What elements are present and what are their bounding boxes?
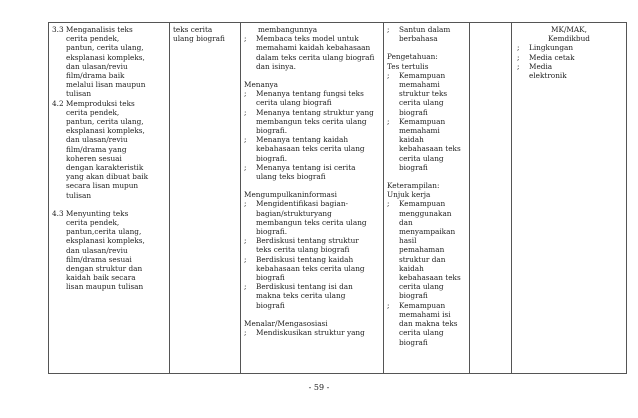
kd-title: 4.2 Memproduksi teks (52, 98, 135, 108)
bullet-text (256, 89, 380, 107)
text-line: teks cerita (173, 25, 213, 34)
bullet-text (529, 53, 623, 62)
text-line: biografi. (256, 227, 288, 237)
bullet-item (244, 34, 380, 71)
bullet-mark: ; (244, 34, 247, 44)
text-line: membangun teks cerita ulang (256, 217, 367, 227)
text-line: kebahasaan teks cerita ulang (256, 144, 365, 154)
bullet-text (399, 117, 466, 172)
bullet-item (244, 89, 380, 107)
text-line: biografi (256, 273, 285, 283)
text-line: menggunakan (399, 208, 452, 218)
spacer (52, 200, 166, 209)
bullet-item (387, 199, 466, 300)
text-line: ulang biografi (173, 34, 225, 44)
text-line: cerita ulang (399, 328, 444, 338)
bullet-item (244, 199, 380, 236)
text-line: Mendiskusikan struktur yang (256, 328, 365, 338)
bullet-mark: ; (517, 52, 520, 62)
text-line: bagian/strukturyang (256, 208, 332, 218)
bullet-text (529, 43, 623, 52)
text-line: hasil (399, 236, 417, 246)
spacer (244, 181, 380, 190)
text-line: yang akan dibuat baik (66, 172, 149, 182)
bullet-text (256, 255, 380, 283)
bullet-item (244, 108, 380, 136)
page-number: - 59 - (308, 383, 330, 392)
kompetensi-dasar-cell (49, 23, 170, 374)
bullet-mark: ; (387, 199, 390, 209)
text-line: kaidah (399, 263, 424, 273)
bullet-text (256, 199, 380, 236)
text-line: menyampaikan (399, 227, 456, 237)
kd-title: 3.3 Menganalisis teks (52, 25, 133, 34)
text-line: Membaca teks model untuk (256, 34, 359, 44)
syllabus-table (48, 22, 627, 374)
text-line: biografi (399, 107, 428, 117)
text-line: eksplanasi kompleks, (66, 52, 145, 62)
text-line: dan makna teks (399, 319, 458, 329)
text-line: tulisan (66, 89, 92, 99)
section-subtitle: Unjuk kerja (387, 190, 431, 200)
bullet-text (399, 25, 466, 43)
sumber-belajar-cell (512, 23, 627, 374)
text-line: struktur dan (399, 254, 446, 264)
text-line: elektronik (529, 71, 567, 81)
text-line: struktur teks (399, 89, 448, 99)
text-line: biografi. (256, 126, 288, 136)
text-line: dan ulasan/reviu (66, 245, 128, 255)
bullet-mark: ; (517, 61, 520, 71)
bullet-text (256, 108, 380, 136)
text-line: MK/MAK, (551, 25, 587, 34)
text-line: biografi (399, 162, 428, 172)
text-line: pantun, cerita ulang, (66, 43, 144, 53)
bullet-text (399, 301, 466, 347)
text-line: biografi (399, 337, 428, 347)
text-line: biografi. (256, 153, 288, 163)
bullet-text (399, 199, 466, 300)
text-line: Kemdikbud (548, 34, 590, 44)
text-line: dalam teks cerita ulang biografi (256, 52, 375, 62)
bullet-item (387, 25, 466, 43)
text-line: cerita ulang (399, 98, 444, 108)
text-line: memahami (399, 126, 440, 136)
text-line: cerita ulang biografi (256, 98, 332, 108)
alokasi-waktu-cell (470, 23, 512, 374)
text-line: Mengidentifikasi bagian- (256, 199, 349, 209)
text-line: biografi (399, 291, 428, 301)
text-line: dan ulasan/reviu (66, 61, 128, 71)
section-title: Menanya (244, 80, 279, 90)
text-line: kebahasaan teks (399, 144, 461, 154)
bullet-item (515, 62, 623, 80)
spacer (387, 43, 466, 52)
text-line: kebahasaan teks cerita ulang (256, 263, 365, 273)
bullet-text (256, 163, 380, 181)
text-line: secara lisan mupun (66, 181, 139, 191)
kd-title: 4.3 Menyunting teks (52, 208, 129, 218)
text-line: makna teks cerita ulang (256, 291, 346, 301)
text-line: Lingkungan (529, 43, 574, 53)
bullet-mark: ; (387, 70, 390, 80)
bullet-item (244, 328, 380, 337)
text-line: Media cetak (529, 52, 575, 62)
text-line: berbahasa (399, 34, 438, 44)
bullet-mark: ; (517, 43, 520, 53)
text-line: Berdiskusi tentang kaidah (256, 254, 354, 264)
penilaian-cell (384, 23, 470, 374)
text-line: membangun teks cerita ulang (256, 116, 367, 126)
text-line: kebahasaan teks (399, 273, 461, 283)
bullet-text (256, 236, 380, 254)
bullet-text (256, 328, 380, 337)
text-line: kaidah (399, 135, 424, 145)
text-line: memahami kaidah kebahasaan (256, 43, 371, 53)
text-line: dan isinya. (256, 61, 296, 71)
section-title: Mengumpulkaninformasi (244, 190, 337, 200)
bullet-mark: ; (244, 135, 247, 145)
text-line: memahami (399, 80, 440, 90)
text-line: cerita pendek, (66, 107, 120, 117)
text-line: dan (399, 217, 413, 227)
bullet-mark: ; (244, 107, 247, 117)
text-line: Kemampuan (399, 116, 446, 126)
text-line: film/drama yang (66, 144, 127, 154)
text-line: tulisan (66, 190, 92, 200)
text-line: Berdiskusi tentang struktur (256, 236, 359, 246)
bullet-text (529, 62, 623, 80)
bullet-item (387, 117, 466, 172)
text-line: eksplanasi kompleks, (66, 236, 145, 246)
bullet-text (256, 34, 380, 71)
table-row (49, 23, 627, 374)
text-line: dengan struktur dan (66, 264, 143, 274)
text-line: membangunnya (258, 25, 318, 34)
spacer (244, 71, 380, 80)
text-line: Media (529, 61, 553, 71)
bullet-mark: ; (387, 300, 390, 310)
bullet-mark: ; (244, 236, 247, 246)
text-line: Santun dalam (399, 25, 451, 34)
text-line: biografi (256, 300, 285, 310)
text-line: Menanya tentang kaidah (256, 135, 349, 145)
bullet-item (244, 282, 380, 310)
text-line: Berdiskusi tentang isi dan (256, 282, 353, 292)
text-line: cerita ulang (399, 282, 444, 292)
text-line: dan ulasan/reviu (66, 135, 128, 145)
bullet-text (256, 282, 380, 310)
bullet-item (244, 236, 380, 254)
bullet-item (515, 53, 623, 62)
bullet-mark: ; (244, 199, 247, 209)
text-line: melalui lisan maupun (66, 80, 146, 90)
text-line: Kemampuan (399, 199, 446, 209)
text-line: pemahaman (399, 245, 445, 255)
text-line: eksplanasi kompleks, (66, 126, 145, 136)
text-line: Menanya tentang isi cerita (256, 162, 356, 172)
section-title: Menalar/Mengasosiasi (244, 318, 328, 328)
bullet-mark: ; (387, 116, 390, 126)
bullet-mark: ; (244, 162, 247, 172)
bullet-item (244, 163, 380, 181)
text-line: teks cerita ulang biografi (256, 245, 350, 255)
text-line: film/drama baik (66, 71, 125, 81)
bullet-mark: ; (244, 282, 247, 292)
text-line: Menanya tentang fungsi teks (256, 89, 364, 99)
text-line: cerita ulang (399, 153, 444, 163)
text-line: Kemampuan (399, 300, 446, 310)
bullet-item (244, 255, 380, 283)
text-line: dengan karakteristik (66, 163, 144, 173)
text-line: memahami isi (399, 309, 451, 319)
section-title: Pengetahuan: (387, 52, 438, 62)
section-title: Keterampilan: (387, 181, 440, 191)
bullet-item (515, 43, 623, 52)
kegiatan-cell (241, 23, 384, 374)
bullet-mark: ; (244, 254, 247, 264)
bullet-mark: ; (387, 25, 390, 34)
text-line: pantun, cerita ulang, (66, 117, 144, 127)
text-line: film/drama sesuai (66, 254, 132, 264)
text-line: Menanya tentang struktur yang (256, 107, 374, 117)
bullet-item (387, 71, 466, 117)
text-line: koheren sesuai (66, 153, 122, 163)
bullet-item (244, 135, 380, 163)
bullet-text (399, 71, 466, 117)
spacer (244, 310, 380, 319)
spacer (387, 172, 466, 181)
bullet-mark: ; (244, 89, 247, 99)
text-line: lisan maupun tulisan (66, 282, 144, 292)
text-line: pantun,cerita ulang, (66, 227, 142, 237)
bullet-text (256, 135, 380, 163)
text-line: kaidah baik secara (66, 273, 136, 283)
bullet-item (387, 301, 466, 347)
text-line: cerita pendek, (66, 34, 120, 44)
text-line: ulang teks biografi (256, 172, 326, 182)
bullet-mark: ; (244, 328, 247, 338)
text-line: Kemampuan (399, 70, 446, 80)
section-subtitle: Tes tertulis (387, 61, 429, 71)
materi-cell (170, 23, 241, 374)
text-line: cerita pendek, (66, 218, 120, 228)
